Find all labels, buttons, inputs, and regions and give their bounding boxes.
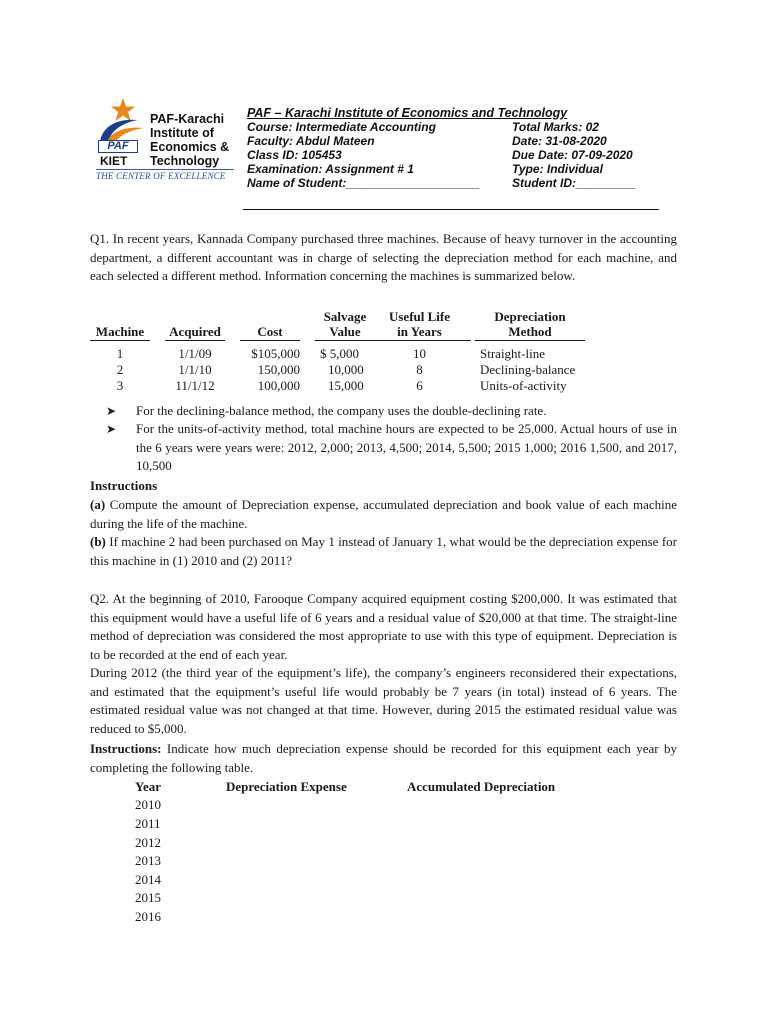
faculty-label: Faculty: Abdul Mateen <box>247 134 375 148</box>
bullet-item <box>106 420 677 476</box>
type-label: Type: Individual <box>512 162 603 176</box>
year-row: 2013 <box>135 853 161 868</box>
header-row <box>247 148 667 162</box>
header-line: Method <box>508 324 552 339</box>
table-cell: Straight-line <box>480 346 545 361</box>
course-label: Course: Intermediate Accounting <box>247 120 436 134</box>
table-cell: 100,000 <box>257 378 300 393</box>
header-line: in Years <box>397 324 442 339</box>
total-marks-label: Total Marks: 02 <box>512 120 599 134</box>
table-cell: 2 <box>116 362 124 377</box>
table-cell: $ 5,000 <box>320 346 359 361</box>
bullet-text: For the declining-balance method, the company uses the double-declining rate. <box>136 403 547 418</box>
bullet-item <box>106 402 677 421</box>
table-cell: Declining-balance <box>480 362 576 377</box>
table-cell: 11/1/12 <box>175 378 215 393</box>
table-cell: 10,000 <box>328 362 364 377</box>
q2-paragraph-1: Q2. At the beginning of 2010, Farooque Company acquired equipment costing $200,000. It was estimated that this equipment would have a useful life of 6 years and a residual value of $20,000 at that time. The straight-line method of depreciation was considered the most appropriate to use with this type of equipment. Depreciation is to be recorded at the end of each year. <box>90 591 677 662</box>
table-cell: 15,000 <box>328 378 364 393</box>
column-header-accumulated-depreciation: Accumulated Depreciation <box>407 779 556 794</box>
examination-label: Examination: Assignment # 1 <box>247 162 414 176</box>
q1-intro: Q1. In recent years, Kannada Company purchased three machines. Because of heavy turnover in the accounting department, a different accountant was in charge of selecting the depreciation method for each machine, and each selected a different method. Information concerning the machines is summarized below. <box>90 231 677 283</box>
table-header-machine: Machine <box>90 324 150 341</box>
header-divider <box>243 209 659 210</box>
year-row: 2012 <box>135 835 161 850</box>
column-header-depreciation-expense: Depreciation Expense <box>226 779 347 794</box>
student-name-field: Name of Student:____________________ <box>247 176 480 190</box>
student-id-field: Student ID:_________ <box>512 176 637 190</box>
institution-logo <box>96 98 236 182</box>
logo-institution-name <box>150 112 234 168</box>
header-row <box>247 176 667 190</box>
table-cell: Units-of-activity <box>480 378 567 393</box>
instructions-heading: Instructions <box>90 478 158 493</box>
header-line: Useful Life <box>388 309 451 324</box>
table-cell: $105,000 <box>251 346 300 361</box>
year-row: 2014 <box>135 872 161 887</box>
table-cell: 10 <box>413 346 426 361</box>
table-cell: 6 <box>416 378 423 393</box>
institution-title: PAF – Karachi Institute of Economics and Technology <box>247 106 568 120</box>
table-cell: 1 <box>116 346 124 361</box>
class-id-label: Class ID: 105453 <box>247 148 342 162</box>
column-header-year: Year <box>135 779 161 794</box>
table-header-acquired: Acquired <box>165 324 225 341</box>
part-b-text: If machine 2 had been purchased on May 1 instead of January 1, what would be the depreciation expense for this machine in (1) 2010 and (2) 2011? <box>90 534 677 568</box>
table-cell: 1/1/10 <box>178 362 212 377</box>
year-row: 2016 <box>135 909 161 924</box>
header-line: Value <box>329 324 361 339</box>
q1-part-a <box>90 496 677 533</box>
year-row: 2010 <box>135 797 161 812</box>
logo-name-line: PAF-Karachi <box>150 112 225 126</box>
header-row <box>247 134 667 148</box>
table-header-depreciation-method <box>475 309 585 341</box>
header-line: Salvage <box>323 309 367 324</box>
table-cell: 8 <box>416 362 423 377</box>
date-label: Date: 31-08-2020 <box>512 134 607 148</box>
part-b-label: (b) <box>90 534 106 549</box>
logo-name-line: Economics & <box>150 140 230 154</box>
due-date-label: Due Date: 07-09-2020 <box>512 148 633 162</box>
logo-name-line: Technology <box>150 154 220 168</box>
arrow-bullet-icon: ➤ <box>106 422 117 436</box>
table-cell: 150,000 <box>257 362 300 377</box>
assignment-header <box>247 106 667 190</box>
year-row: 2015 <box>135 890 161 905</box>
logo-name-line: Institute of <box>150 126 214 140</box>
q2-instructions-text: Indicate how much depreciation expense should be recorded for this equipment each year by completing the following table. <box>90 741 677 775</box>
bullet-text: For the units-of-activity method, total machine hours are expected to be 25,000. Actual hours of use in the 6 years were years were: 2012, 2,000; 2013, 4,500; 2014, 5,500; 2015 1,000; 2016 1,500, and 2017, 10,500 <box>136 421 677 473</box>
header-row <box>247 120 667 134</box>
year-row: 2011 <box>135 816 161 831</box>
arrow-bullet-icon: ➤ <box>106 404 117 418</box>
q2-paragraph-2: During 2012 (the third year of the equipment’s life), the company’s engineers reconsidered their expectations, and estimated that the equipment’s useful life would probably be 7 years (in total) instead of 6 years. The estimated residual value was not changed at that time. However, during 2015 the estimated residual value was reduced to $5,000. <box>90 665 677 736</box>
q1-part-b <box>90 533 677 570</box>
logo-paf-badge: PAF <box>98 140 138 153</box>
logo-tagline: THE CENTER OF EXCELLENCE <box>96 169 234 181</box>
q2-instructions <box>90 740 677 777</box>
part-a-text: Compute the amount of Depreciation expense, accumulated depreciation and book value of each machine during the life of the machine. <box>90 497 677 531</box>
header-row <box>247 162 667 176</box>
table-cell: 3 <box>116 378 124 393</box>
table-cell: 1/1/09 <box>178 346 212 361</box>
table-header-cost: Cost <box>240 324 300 341</box>
part-a-label: (a) <box>90 497 106 512</box>
logo-kiet-text: KIET <box>100 154 128 168</box>
header-line: Depreciation <box>494 309 566 324</box>
table-header-salvage-value <box>315 309 375 341</box>
table-header-useful-life <box>368 309 471 341</box>
q2-instructions-label: Instructions: <box>90 741 162 756</box>
